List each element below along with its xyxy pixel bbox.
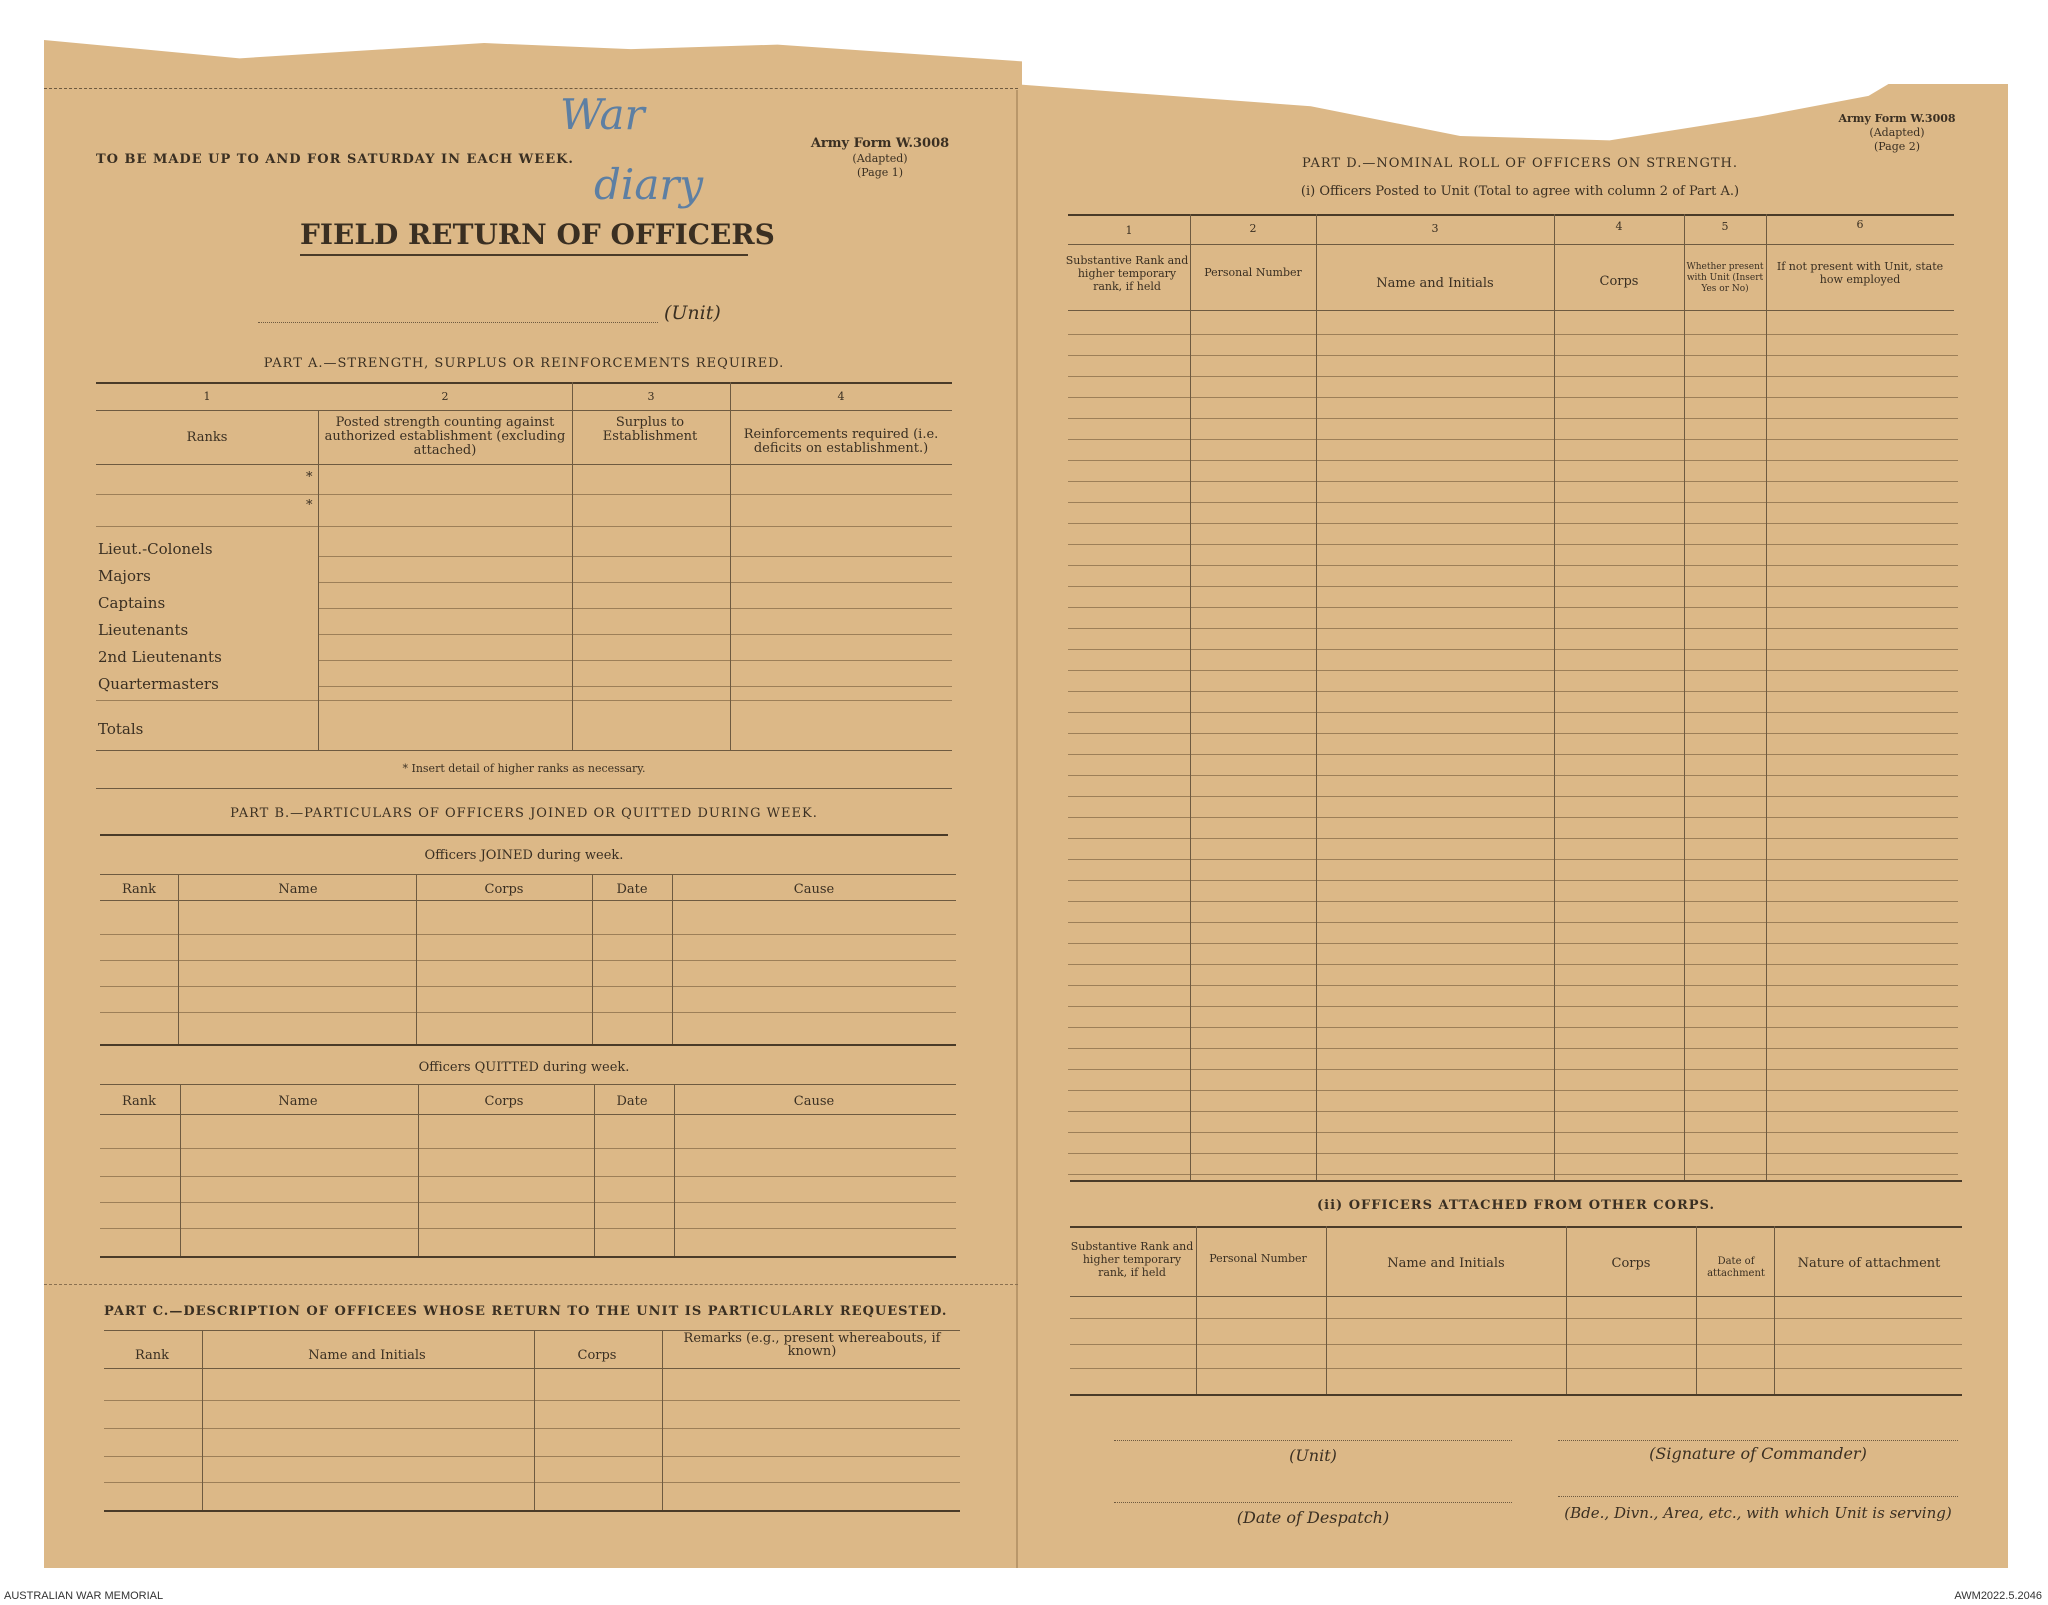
- joined-col-name: Name: [278, 882, 318, 897]
- part-a-head-ranks: Ranks: [186, 430, 228, 445]
- part-d-head-present: Whether present with Unit (Insert Yes or No): [1686, 262, 1764, 294]
- roll-row-rule: [1068, 523, 1958, 524]
- joined-col-cause: Cause: [793, 882, 835, 897]
- part-a-col-4: 4: [837, 390, 845, 403]
- rank-captains: Captains: [98, 594, 166, 612]
- part-d-sub-i: (i) Officers Posted to Unit (Total to agree with column 2 of Part A.): [1300, 184, 1740, 199]
- attached-col-corps: Corps: [1611, 1256, 1651, 1271]
- part-a-col-1: 1: [203, 390, 211, 403]
- part-a-num-rule: [96, 410, 952, 411]
- part-a-star-2: *: [306, 498, 313, 513]
- roll-row-rule: [1068, 1027, 1958, 1028]
- part-d-col-num-3: 3: [1431, 222, 1439, 235]
- instruction-text: TO BE MADE UP TO AND FOR SATURDAY IN EACH WEEK.: [96, 152, 574, 167]
- joined-col-rank: Rank: [121, 882, 157, 897]
- roll-row-rule: [1068, 460, 1958, 461]
- roll-row-rule: [1068, 565, 1958, 566]
- roll-row-rule: [1068, 1174, 1958, 1175]
- part-a-top-rule: [96, 382, 952, 384]
- roll-row-rule: [1068, 1069, 1958, 1070]
- part-d-sub-ii: (ii) OFFICERS ATTACHED FROM OTHER CORPS.: [1316, 1198, 1715, 1213]
- roll-row-rule: [1068, 754, 1958, 755]
- roll-row-rule: [1068, 922, 1958, 923]
- roll-row-rule: [1068, 355, 1958, 356]
- roll-row-rule: [1068, 1111, 1958, 1112]
- rank-lieutenants: Lieutenants: [98, 621, 189, 639]
- rank-quartermasters: Quartermasters: [98, 675, 219, 693]
- roll-row-rule: [1068, 733, 1958, 734]
- quitted-col-name: Name: [278, 1094, 318, 1109]
- joined-col-date: Date: [616, 882, 648, 897]
- attached-col-name: Name and Initials: [1387, 1256, 1505, 1271]
- part-a-star-1: *: [306, 470, 313, 485]
- part-d-col-num-5: 5: [1721, 220, 1729, 233]
- joined-heading: Officers JOINED during week.: [424, 848, 624, 863]
- roll-row-rule: [1068, 376, 1958, 377]
- sig-despatch-label: (Date of Despatch): [1236, 1508, 1390, 1527]
- roll-row-rule: [1068, 1048, 1958, 1049]
- part-a-heading: PART A.—STRENGTH, SURPLUS OR REINFORCEMENTS REQUIRED.: [263, 356, 785, 371]
- roll-row-rule: [1068, 712, 1958, 713]
- part-a-col-3: 3: [647, 390, 655, 403]
- roll-row-rule: [1068, 418, 1958, 419]
- joined-col-corps: Corps: [484, 882, 524, 897]
- part-c-col-rank: Rank: [134, 1348, 170, 1363]
- footer-reference: AWM2022.5.2046: [1954, 1590, 2042, 1602]
- rank-majors: Majors: [98, 567, 151, 585]
- quitted-col-date: Date: [616, 1094, 648, 1109]
- quitted-col-rank: Rank: [121, 1094, 157, 1109]
- part-a-col-2: 2: [441, 390, 449, 403]
- unit-label: (Unit): [664, 302, 721, 324]
- roll-row-rule: [1068, 943, 1958, 944]
- perforation-top: [44, 88, 1018, 89]
- rank-lieut-colonels: Lieut.-Colonels: [98, 540, 213, 558]
- part-a-footnote: * Insert detail of higher ranks as necessary.: [402, 762, 646, 775]
- form-adapted: (Adapted): [852, 152, 908, 165]
- part-d-head-number: Personal Number: [1204, 266, 1302, 279]
- attached-col-nature: Nature of attachment: [1797, 1256, 1941, 1271]
- part-a-head-posted: Posted strength counting against authorized establishment (excluding attached): [324, 415, 566, 458]
- part-d-roll-rows: [1068, 310, 1958, 1180]
- handwritten-diary: diary: [594, 160, 704, 209]
- attached-col-number: Personal Number: [1209, 1252, 1307, 1265]
- roll-row-rule: [1068, 481, 1958, 482]
- title-underline: [300, 254, 748, 256]
- sig-serving-label: (Bde., Divn., Area, etc., with which Unit is serving): [1564, 1504, 1952, 1522]
- roll-row-rule: [1068, 859, 1958, 860]
- roll-row-rule: [1068, 775, 1958, 776]
- page-fold: [1016, 90, 1018, 1568]
- part-d-heading: PART D.—NOMINAL ROLL OF OFFICERS ON STRENGTH.: [1301, 156, 1739, 171]
- attached-col-date: Date of attachment: [1707, 1256, 1765, 1279]
- roll-row-rule: [1068, 817, 1958, 818]
- rank-2nd-lieutenants: 2nd Lieutenants: [98, 648, 222, 666]
- roll-row-rule: [1068, 586, 1958, 587]
- part-d-col-num-6: 6: [1856, 218, 1864, 231]
- form-page-p2: (Page 2): [1873, 140, 1921, 153]
- roll-row-rule: [1068, 1132, 1958, 1133]
- roll-row-rule: [1068, 901, 1958, 902]
- roll-row-rule: [1068, 544, 1958, 545]
- unit-line: [258, 322, 658, 323]
- roll-row-rule: [1068, 796, 1958, 797]
- roll-row-rule: [1068, 1006, 1958, 1007]
- part-d-head-corps: Corps: [1599, 274, 1639, 289]
- roll-row-rule: [1068, 334, 1958, 335]
- form-adapted-p2: (Adapted): [1869, 126, 1925, 139]
- roll-row-rule: [1068, 397, 1958, 398]
- totals-label: Totals: [98, 720, 144, 738]
- part-c-heading: PART C.—DESCRIPTION OF OFFICEES WHOSE RETURN TO THE UNIT IS PARTICULARLY REQUESTED.: [104, 1304, 948, 1319]
- roll-row-rule: [1068, 691, 1958, 692]
- quitted-col-cause: Cause: [793, 1094, 835, 1109]
- part-c-col-corps: Corps: [577, 1348, 617, 1363]
- part-b-heading: PART B.—PARTICULARS OF OFFICERS JOINED OR QUITTED DURING WEEK.: [230, 806, 818, 821]
- part-d-head-employed: If not present with Unit, state how employed: [1776, 260, 1944, 286]
- part-d-col-num-2: 2: [1249, 222, 1257, 235]
- roll-row-rule: [1068, 880, 1958, 881]
- roll-row-rule: [1068, 838, 1958, 839]
- roll-row-rule: [1068, 502, 1958, 503]
- roll-row-rule: [1068, 964, 1958, 965]
- part-a-head-rule: [96, 464, 952, 465]
- roll-row-rule: [1068, 670, 1958, 671]
- roll-row-rule: [1068, 649, 1958, 650]
- roll-row-rule: [1068, 607, 1958, 608]
- roll-row-rule: [1068, 1153, 1958, 1154]
- part-d-col-num-1: 1: [1125, 224, 1133, 237]
- form-id: Army Form W.3008: [810, 136, 950, 151]
- roll-row-rule: [1068, 1090, 1958, 1091]
- part-d-col-num-4: 4: [1615, 220, 1623, 233]
- form-id-p2: Army Form W.3008: [1838, 112, 1956, 125]
- page-title: FIELD RETURN OF OFFICERS: [300, 218, 775, 251]
- sig-commander-label: (Signature of Commander): [1649, 1444, 1867, 1463]
- sig-unit-label: (Unit): [1289, 1446, 1337, 1465]
- quitted-col-corps: Corps: [484, 1094, 524, 1109]
- perforation-mid: [44, 1284, 1018, 1285]
- quitted-heading: Officers QUITTED during week.: [418, 1060, 630, 1075]
- handwritten-war: War: [560, 90, 645, 139]
- roll-row-rule: [1068, 985, 1958, 986]
- roll-row-rule: [1068, 439, 1958, 440]
- part-a-head-reinforcements: Reinforcements required (i.e. deficits on establishment.): [743, 427, 939, 456]
- footer-credit: AUSTRALIAN WAR MEMORIAL: [4, 1590, 164, 1602]
- attached-col-rank: Substantive Rank and higher temporary rank, if held: [1070, 1240, 1194, 1279]
- part-c-col-name: Name and Initials: [308, 1348, 426, 1363]
- part-a-head-surplus: Surplus to Establishment: [602, 415, 698, 444]
- part-c-col-remarks: Remarks (e.g., present whereabouts, if known): [683, 1331, 941, 1359]
- form-page: (Page 1): [856, 166, 904, 179]
- roll-row-rule: [1068, 628, 1958, 629]
- part-d-head-name: Name and Initials: [1376, 276, 1494, 291]
- part-d-head-rank: Substantive Rank and higher temporary rank, if held: [1065, 254, 1189, 293]
